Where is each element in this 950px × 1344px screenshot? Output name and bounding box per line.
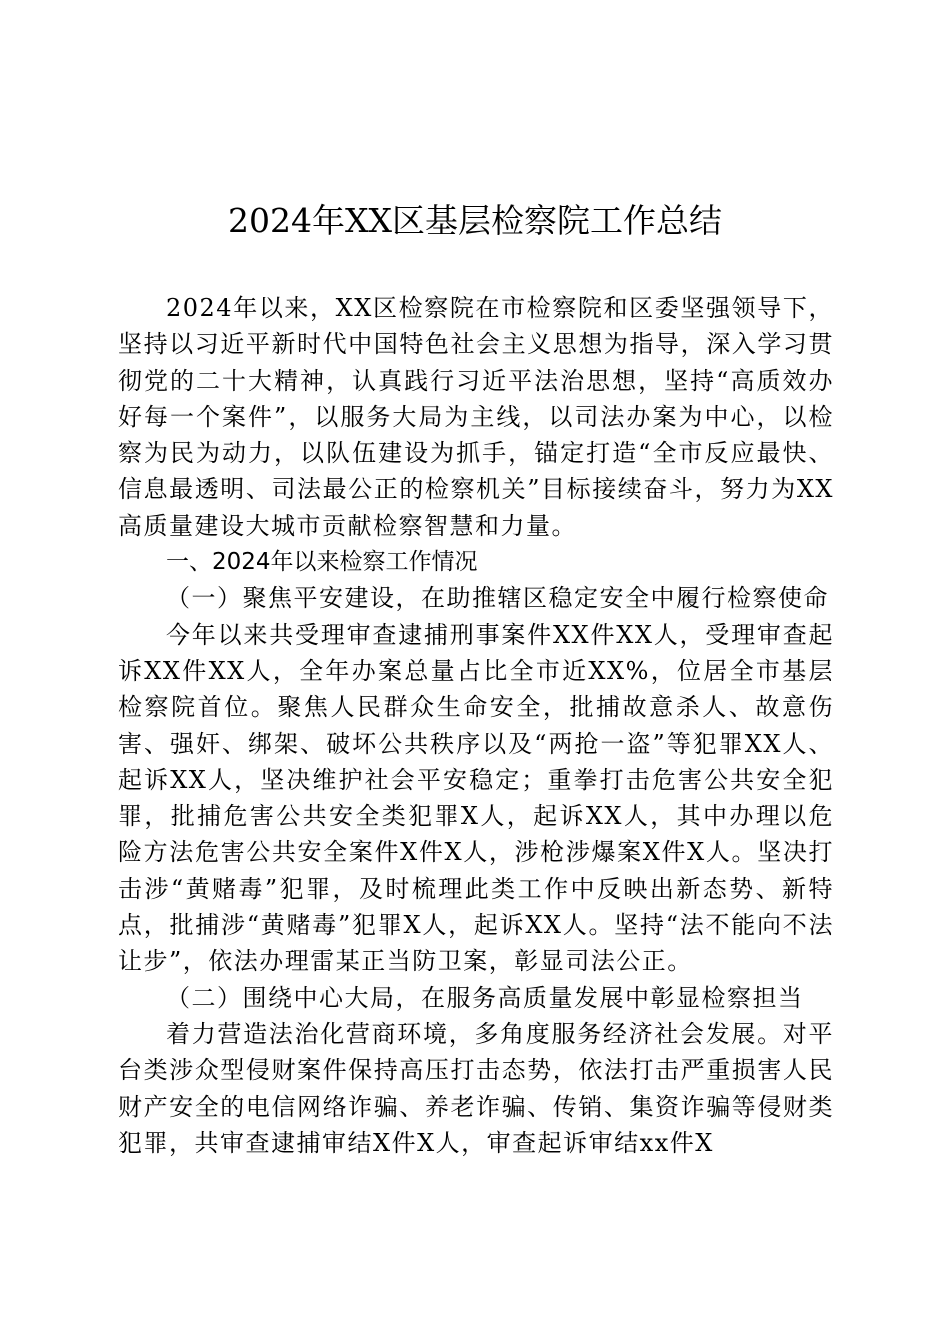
- document-body: [118, 290, 834, 1161]
- subsection-heading-1: （一）聚焦平安建设，在助推辖区稳定安全中履行检察使命: [166, 584, 829, 613]
- intro-paragraph: 2024年以来，XX区检察院在市检察院和区委坚强领导下，坚持以习近平新时代中国特色社会主义思想为指导，深入学习贯彻党的二十大精神，认真践行习近平法治思想，坚持“高质效办好每一个案件”，以服务大局为主线，以司法办案为中心，以检察为民为动力，以队伍建设为抓手，锚定打造“全市反应最快、信息最透明、司法最公正的检察机关”目标接续奋斗，努力为XX高质量建设大城市贡献检察智慧和力量。: [118, 294, 834, 540]
- subsection-paragraph-1: 今年以来共受理审查逮捕刑事案件XX件XX人，受理审查起诉XX件XX人，全年办案总量占比全市近XX%，位居全市基层检察院首位。聚焦人民群众生命安全，批捕故意杀人、故意伤害、强奸、绑架、破坏公共秩序以及“两抢一盗”等犯罪XX人、起诉XX人，坚决维护社会平安稳定；重拳打击危害公共安全犯罪，批捕危害公共安全类犯罪X人，起诉XX人，其中办理以危险方法危害公共安全案件X件X人，涉枪涉爆案X件X人。坚决打击涉“黄赌毒”犯罪，及时梳理此类工作中反映出新态势、新特点，批捕涉“黄赌毒”犯罪X人，起诉XX人。坚持“法不能向不法让步”，依法办理雷某正当防卫案，彰显司法公正。: [118, 620, 834, 976]
- section-heading-1: 一、2024年以来检察工作情况: [166, 549, 478, 576]
- document-title: 2024年XX区基层检察院工作总结: [228, 201, 722, 240]
- subsection-paragraph-2: 着力营造法治化营商环境，多角度服务经济社会发展。对平台类涉众型侵财案件保持高压打击态势，依法打击严重损害人民财产安全的电信网络诈骗、养老诈骗、传销、集资诈骗等侵财类犯罪，共审查逮捕审结X件X人，审查起诉审结xx件X: [118, 1019, 834, 1157]
- subsection-heading-2: （二）围绕中心大局，在服务高质量发展中彰显检察担当: [166, 983, 804, 1012]
